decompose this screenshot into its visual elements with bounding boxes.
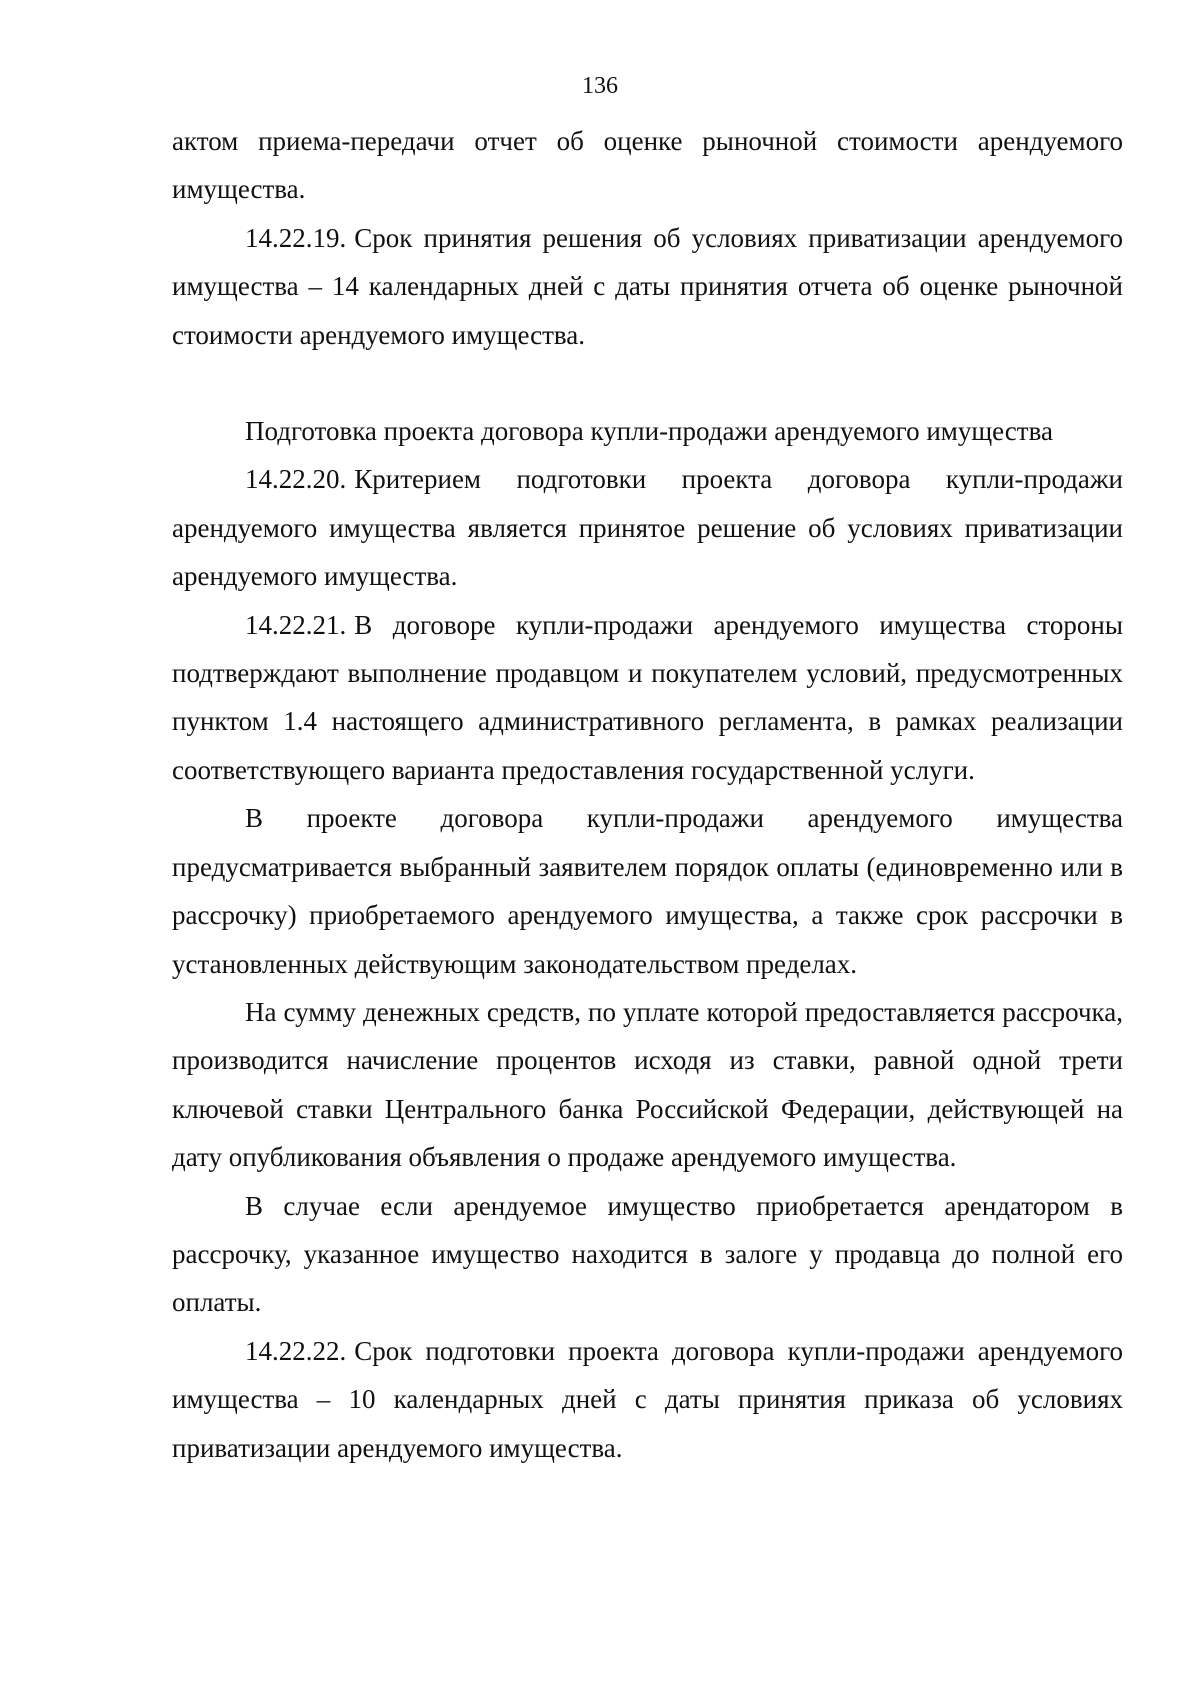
paragraph-continuation [172,117,1123,214]
paragraph-14-22-22 [172,1327,1123,1472]
paragraph-text: Срок подготовки проекта договора купли-продажи арендуемого имущества – 10 календарных дней с даты принятия приказа об условиях приватизации арендуемого имущества. [172,1335,1123,1463]
paragraph-pledge [172,1182,1123,1327]
paragraph-number: 14.22.22. [245,1335,347,1366]
paragraph-text: В проекте договора купли-продажи арендуемого имущества предусматривается выбранный заявителем порядок оплаты (единовременно или в рассрочку) приобретаемого арендуемого имущества, а также срок рассрочки в установленных действующим законодательством пределах. [172,803,1123,979]
paragraph-14-22-19 [172,214,1123,359]
paragraph-number: 14.22.20. [245,464,347,495]
paragraph-text: Срок принятия решения об условиях приватизации арендуемого имущества – 14 календарных дней с даты принятия отчета об оценке рыночной стоимости арендуемого имущества. [172,222,1123,350]
paragraph-number: 14.22.21. [245,609,347,640]
paragraph-text: В случае если арендуемое имущество приобретается арендатором в рассрочку, указанное имущество находится в залоге у продавца до полной его оплаты. [172,1190,1123,1318]
paragraph-number: 14.22.19. [245,222,347,253]
paragraph-14-22-20 [172,455,1123,600]
page-content [172,117,1123,1472]
paragraph-text: На сумму денежных средств, по уплате которой предоставляется рассрочка, производится начисление процентов исходя из ставки, равной одной трети ключевой ставки Центрального банка Российской Федерации, действующей на дату опубликования объявления о продаже арендуемого имущества. [172,996,1123,1173]
paragraph-text: В договоре купли-продажи арендуемого имущества стороны подтверждают выполнение продавцом и покупателем условий, предусмотренных пунктом 1.4 настоящего административного регламента, в рамках реализации соответствующего варианта предоставления государственной услуги. [172,609,1123,785]
paragraph-interest [172,988,1123,1182]
paragraph-14-22-21 [172,601,1123,795]
paragraph-text: Критерием подготовки проекта договора купли-продажи арендуемого имущества является принятое решение об условиях приватизации арендуемого имущества. [172,464,1123,592]
paragraph-installment-order [172,794,1123,988]
page-number: 136 [582,73,618,99]
section-heading: Подготовка проекта договора купли-продажи арендуемого имущества [245,416,1053,447]
paragraph-text: актом приема-передачи отчет об оценке рыночной стоимости арендуемого имущества. [172,126,1123,205]
